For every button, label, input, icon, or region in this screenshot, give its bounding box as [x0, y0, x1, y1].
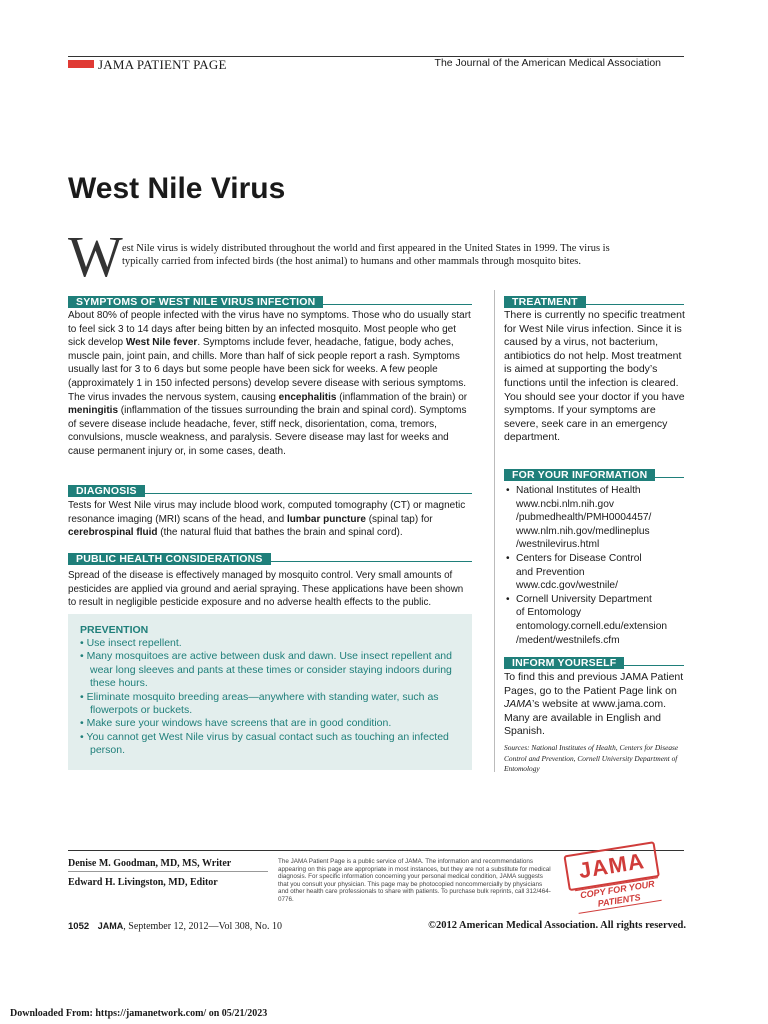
diagnosis-text: Tests for West Nile virus may include blood work, computed tomography (CT) or magnetic resonance imaging (MRI) scans of the head, and lumbar puncture (spinal tap) for cerebrospinal fluid (the natural fluid that bathes the brain and spinal cord). [68, 500, 466, 539]
info-heading-bar [504, 465, 684, 481]
public-health-heading-bar [68, 549, 472, 565]
page-title: West Nile Virus [68, 172, 286, 205]
sources-note: Sources: National Institutes of Health, Centers for Disease Control and Prevention, Cornell University Department of Entomology [504, 743, 679, 774]
treatment-text: There is currently no specific treatment for West Nile virus infection. Since it is caused by a virus, not bacterium, antibiotics do not help. Most treatment is aimed at supporting the body’s functions until the infection is cleared. You should see your doctor if you have symptoms. If your symptoms are severe, seek care in an emergency department. [504, 309, 685, 444]
issue-info: , September 12, 2012—Vol 308, No. 10 [123, 921, 282, 932]
info-heading: FOR YOUR INFORMATION [504, 469, 655, 481]
term-west-nile-fever: West Nile fever [125, 337, 198, 349]
patient-page-label: JAMA PATIENT PAGE [98, 57, 227, 72]
link-cdc[interactable]: www.cdc.gov/westnile/ [516, 580, 618, 592]
prevention-heading: PREVENTION [80, 624, 149, 636]
stamp-copy-text: COPY FOR YOUR PATIENTS [575, 877, 662, 914]
prevention-item: • Eliminate mosquito breeding areas—anywhere with standing water, such as flowerpots or buckets. [80, 691, 464, 718]
public-health-text: Spread of the disease is effectively managed by mosquito control. Very small amounts of pesticides are applied via ground and aerial spraying. These applications have been shown to result in negligible pesticide exposure and no adverse health effects to the public. [68, 570, 464, 609]
disclaimer: The JAMA Patient Page is a public service of JAMA. The information and recommendations appearing on this page are appropriate in most instances, but they are not a substitute for medical diagnosis. For specific information concerning your personal medical condition, JAMA suggests that you consult your physician. This page may be photocopied noncommercially by physicians and other health care professionals to share with patients. To purchase bulk reprints, call 312/464-0776. [278, 858, 551, 903]
copyright: ©2012 American Medical Association. All rights reserved. [428, 920, 686, 931]
red-accent-bar [68, 60, 94, 68]
inform-text: To find this and previous JAMA Patient Pages, go to the Patient Page link on JAMA’s website at www.jama.com. Many are available in English and Spanish. [504, 671, 684, 738]
prevention-item: • You cannot get West Nile virus by casual contact such as touching an infected person. [80, 731, 464, 758]
treatment-heading-bar [504, 292, 684, 308]
link-medlineplus[interactable]: www.nlm.nih.gov/medlineplus [516, 525, 650, 537]
page-number: 1052 [68, 921, 90, 932]
journal-short: JAMA [97, 921, 124, 931]
term-cerebrospinal-fluid: cerebrospinal fluid [68, 527, 158, 539]
symptoms-heading: SYMPTOMS OF WEST NILE VIRUS INFECTION [68, 296, 323, 308]
copy-for-patients-stamp [561, 839, 667, 923]
link-ncbi[interactable]: www.ncbi.nlm.nih.gov [516, 498, 614, 510]
inform-heading: INFORM YOURSELF [504, 657, 624, 669]
inform-heading-bar [504, 653, 684, 669]
stamp-jama-text: JAMA [563, 841, 659, 891]
info-item-nih: • National Institutes of Health www.ncbi.nlm.nih.gov /pubmedhealth/PMH0004457/ www.nlm.nih.gov/medlineplus /westnilevirus.html [504, 484, 692, 552]
symptoms-heading-bar [68, 292, 472, 308]
download-notice: Downloaded From: https://jamanetwork.com/ on 05/21/2023 [10, 1008, 268, 1019]
prevention-item: • Make sure your windows have screens that are in good condition. [80, 717, 464, 730]
editor-credit: Edward H. Livingston, MD, Editor [68, 877, 218, 888]
diagnosis-heading: DIAGNOSIS [68, 485, 145, 497]
term-encephalitis: encephalitis [278, 391, 337, 403]
term-meningitis: meningitis [68, 405, 119, 417]
public-health-heading: PUBLIC HEALTH CONSIDERATIONS [68, 553, 271, 565]
page-citation [68, 921, 282, 932]
journal-name: The Journal of the American Medical Association [434, 57, 661, 69]
writer-credit: Denise M. Goodman, MD, MS, Writer [68, 858, 232, 869]
prevention-item: • Use insect repellent. [80, 637, 464, 650]
prevention-list [80, 637, 464, 758]
diagnosis-heading-bar [68, 481, 472, 497]
drop-cap: W [68, 224, 123, 289]
intro-paragraph: est Nile virus is widely distributed throughout the world and first appeared in the United States in 1999. The virus is typically carried from infected birds (the host animal) to humans and other mammals through mosquito bites. [122, 243, 610, 267]
treatment-heading: TREATMENT [504, 296, 586, 308]
prevention-item: • Many mosquitoes are active between dusk and dawn. Use insect repellent and wear long sleeves and pants at these times or consider staying indoors during these hours. [80, 650, 464, 690]
symptoms-text: About 80% of people infected with the virus have no symptoms. Those who do usually start to feel sick 3 to 14 days after being bitten by an infected mosquito. Most people who get sick develop West Nile fever. Symptoms include fever, headache, fatigue, body aches, muscle pain, joint pain, and chills. More than half of sick people report a rash. Symptoms usually last for 3 to 6 days but some people have been sick for weeks. A few people (approximately 1 in 150 infected persons) develop severe disease with serious symptoms. The virus invades the nervous system, causing encephalitis (inflammation of the brain) or meningitis (inflammation of the tissues surrounding the brain and spinal cord). Symptoms of severe disease include headache, fever, stiff neck, disorientation, coma, tremors, convulsions, muscle weakness, and paralysis. Severe disease may last for weeks and cause permanent injury or, in some cases, death. [68, 310, 471, 457]
info-item-cornell: • Cornell University Department of Entomology entomology.cornell.edu/extension /medent/westnilefs.cfm [504, 593, 692, 647]
info-list [504, 484, 692, 647]
term-lumbar-puncture: lumbar puncture [287, 513, 366, 525]
column-divider [494, 290, 495, 772]
link-cornell[interactable]: entomology.cornell.edu/extension [516, 620, 668, 632]
footer-credit-rule [68, 871, 268, 872]
info-item-cdc: • Centers for Disease Control and Prevention www.cdc.gov/westnile/ [504, 552, 692, 593]
